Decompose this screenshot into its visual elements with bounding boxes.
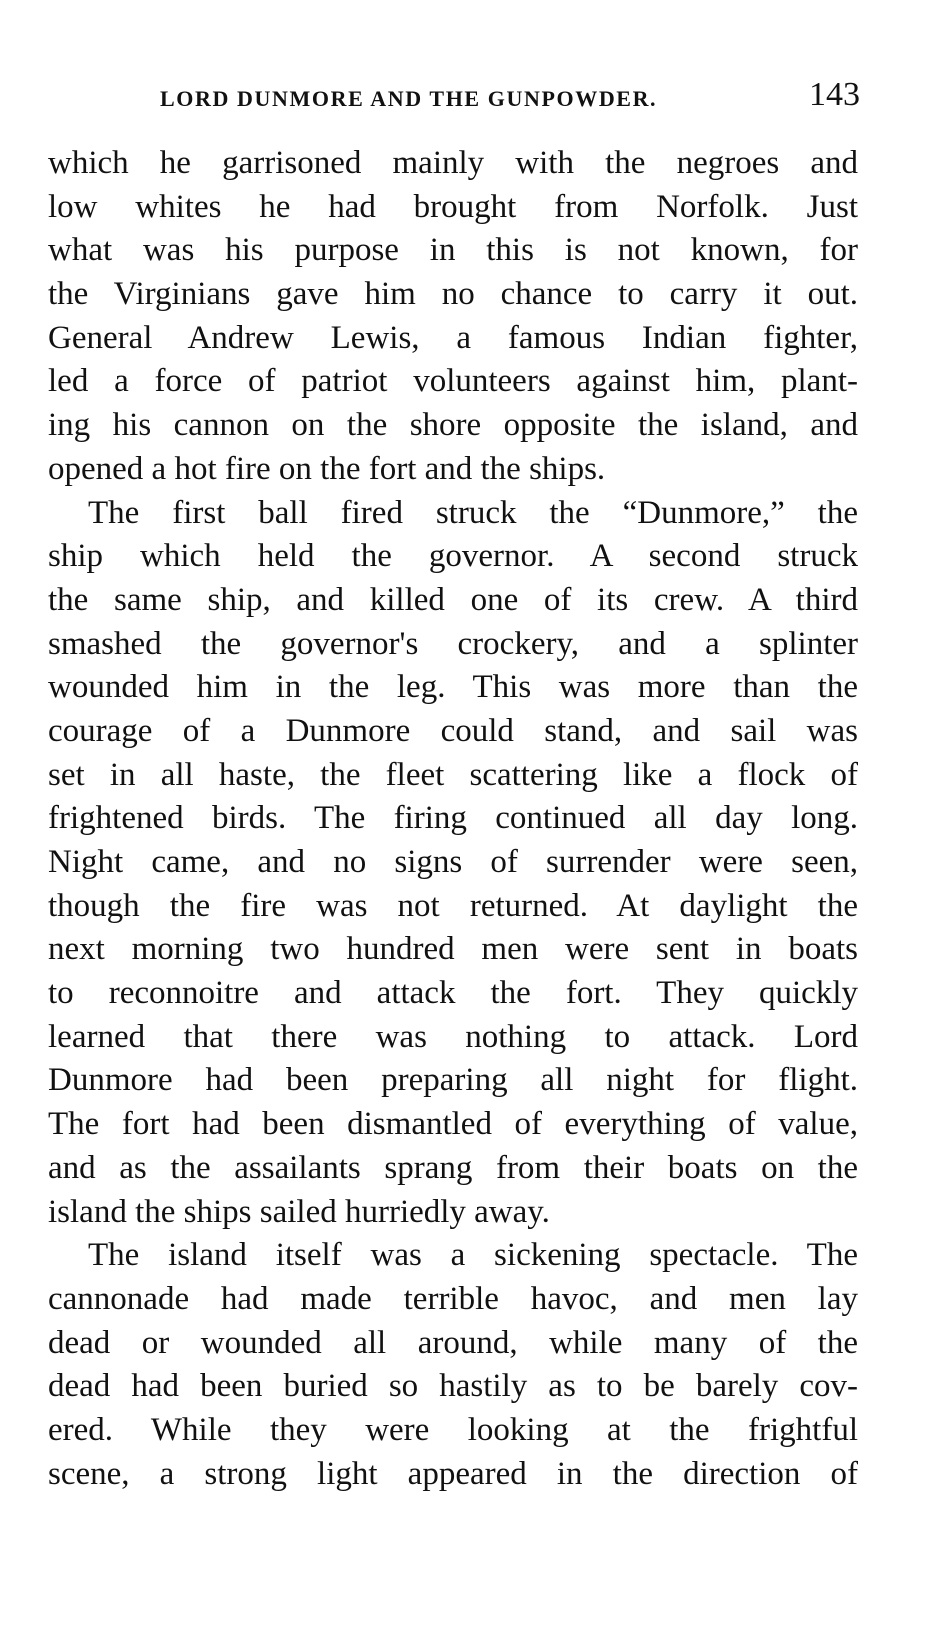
text-line: frightened birds. The firing continued all day long. — [48, 800, 858, 837]
running-title: LORD DUNMORE AND THE GUNPOWDER. — [160, 86, 658, 111]
text-line: to reconnoitre and attack the fort. They quickly — [48, 975, 858, 1012]
text-line: dead or wounded all around, while many of the — [48, 1324, 858, 1361]
paragraph-start-line: The first ball fired struck the “Dunmore,” the — [88, 494, 858, 531]
text-line: smashed the governor's crockery, and a splinter — [48, 625, 858, 662]
text-line: dead had been buried so hastily as to be barely cov- — [48, 1368, 858, 1405]
text-line: Dunmore had been preparing all night for flight. — [48, 1062, 858, 1099]
text-line: scene, a strong light appeared in the direction of — [48, 1455, 858, 1492]
text-line: what was his purpose in this is not known, for — [48, 232, 858, 269]
text-line: though the fire was not returned. At daylight the — [48, 887, 858, 924]
text-line: The fort had been dismantled of everything of value, — [48, 1106, 858, 1143]
text-line: next morning two hundred men were sent in boats — [48, 931, 858, 968]
text-line: ing his cannon on the shore opposite the island, and — [48, 407, 858, 444]
text-line: cannonade had made terrible havoc, and men lay — [48, 1280, 858, 1317]
page-number: 143 — [809, 76, 860, 113]
running-head — [48, 76, 868, 116]
paragraph-end-line: island the ships sailed hurriedly away. — [48, 1193, 550, 1230]
text-line: which he garrisoned mainly with the negroes and — [48, 145, 858, 181]
paragraph-end-line: opened a hot fire on the fort and the ships. — [48, 450, 606, 487]
body-text — [48, 142, 858, 1496]
text-line: the Virginians gave him no chance to carry it out. — [48, 276, 858, 313]
text-line: General Andrew Lewis, a famous Indian fighter, — [48, 319, 858, 356]
text-line: learned that there was nothing to attack. Lord — [48, 1018, 858, 1055]
text-line: and as the assailants sprang from their boats on the — [48, 1149, 858, 1186]
text-line: ship which held the governor. A second struck — [48, 538, 858, 575]
text-line: set in all haste, the fleet scattering like a flock of — [48, 756, 858, 793]
text-line: the same ship, and killed one of its crew. A third — [48, 581, 858, 618]
text-line: low whites he had brought from Norfolk. Just — [48, 188, 858, 225]
text-line: courage of a Dunmore could stand, and sail was — [48, 712, 858, 749]
paragraph-start-line: The island itself was a sickening spectacle. The — [88, 1237, 858, 1274]
text-line: Night came, and no signs of surrender were seen, — [48, 844, 858, 880]
text-line: wounded him in the leg. This was more than the — [48, 669, 858, 706]
text-line: ered. While they were looking at the frightful — [48, 1411, 858, 1448]
text-line: led a force of patriot volunteers against him, plant- — [48, 363, 858, 400]
